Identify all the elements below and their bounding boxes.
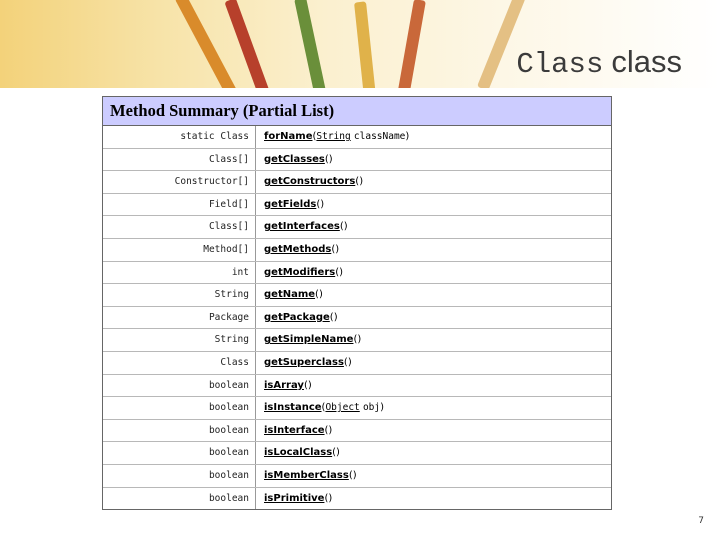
table-row [103, 126, 611, 149]
return-type-cell [103, 126, 256, 148]
table-row [103, 329, 611, 352]
method-cell [256, 284, 611, 306]
modifier-keyword: static [180, 131, 215, 142]
table-row [103, 194, 611, 217]
pencil-decoration [294, 0, 333, 88]
table-row [103, 352, 611, 375]
table-header: Method Summary (Partial List) [103, 97, 611, 126]
return-type: boolean [208, 469, 249, 481]
return-type: boolean [208, 492, 249, 504]
paren-open: () [353, 334, 362, 346]
return-type-cell [103, 239, 256, 261]
method-link[interactable]: getModifiers [264, 266, 336, 278]
method-cell [256, 375, 611, 397]
method-cell [256, 149, 611, 171]
param-type-link[interactable]: String [316, 131, 351, 142]
paren-open: () [324, 153, 333, 165]
method-cell [256, 262, 611, 284]
return-type-cell [103, 194, 256, 216]
method-link[interactable]: getMethods [264, 243, 332, 255]
method-link[interactable]: getPackage [264, 311, 330, 323]
return-type-cell [103, 465, 256, 487]
table-row [103, 171, 611, 194]
table-row [103, 149, 611, 172]
method-link[interactable]: isArray [264, 379, 304, 391]
return-type-cell [103, 397, 256, 419]
return-type: String [214, 334, 249, 346]
paren-open: ( [312, 131, 317, 142]
table-row [103, 239, 611, 262]
table-row [103, 420, 611, 443]
method-cell [256, 126, 611, 148]
return-type: String [214, 289, 249, 301]
return-type-cell [103, 329, 256, 351]
return-type: Class [220, 356, 249, 368]
return-type-cell [103, 352, 256, 374]
method-cell [256, 171, 611, 193]
paren-open: () [315, 289, 323, 301]
table-body [103, 126, 611, 509]
return-type: Class[] [208, 221, 249, 233]
table-row [103, 216, 611, 239]
return-type: Class [220, 131, 249, 142]
method-link[interactable]: getSuperclass [264, 356, 344, 368]
paren-open: () [339, 221, 348, 233]
method-cell [256, 465, 611, 487]
table-row [103, 307, 611, 330]
param-type-link[interactable]: Object [325, 402, 360, 414]
method-link[interactable]: getClasses [264, 153, 325, 165]
return-type: boolean [208, 424, 249, 436]
return-type-cell [103, 284, 256, 306]
table-row [103, 397, 611, 420]
method-cell [256, 420, 611, 442]
pencil-decoration [354, 1, 378, 88]
table-row [103, 442, 611, 465]
header-banner [0, 0, 720, 88]
paren-open: () [343, 356, 352, 368]
paren-open: () [324, 492, 333, 504]
method-cell [256, 307, 611, 329]
return-type-cell [103, 488, 256, 510]
method-link[interactable]: isInstance [264, 402, 322, 414]
method-link[interactable]: isMemberClass [264, 469, 349, 481]
table-row [103, 465, 611, 488]
paren-close: ) [380, 402, 385, 414]
table-row [103, 488, 611, 510]
pencil-decoration [395, 0, 426, 88]
paren-open: ( [321, 402, 326, 414]
return-type-cell [103, 262, 256, 284]
method-link[interactable]: getName [264, 289, 316, 301]
return-type: Method[] [203, 243, 249, 255]
method-link[interactable]: getConstructors [264, 176, 356, 188]
return-type: boolean [208, 447, 249, 459]
return-type: Constructor[] [174, 176, 249, 188]
method-cell [256, 352, 611, 374]
method-link[interactable]: isLocalClass [264, 447, 333, 459]
paren-open: () [329, 311, 338, 323]
method-link[interactable]: isInterface [264, 424, 325, 436]
return-type: int [231, 266, 249, 278]
method-cell [256, 194, 611, 216]
method-link[interactable]: getFields [264, 198, 317, 210]
return-type-cell [103, 442, 256, 464]
method-cell [256, 442, 611, 464]
return-type: Class[] [208, 153, 249, 165]
return-type: Field[] [208, 198, 249, 210]
paren-open: () [331, 243, 340, 255]
paren-close: ) [405, 131, 410, 142]
method-link[interactable]: getSimpleName [264, 334, 354, 346]
param-name: className [353, 131, 406, 142]
table-row [103, 375, 611, 398]
paren-open: () [332, 447, 340, 459]
slide-title-code: Class [516, 48, 604, 81]
method-link[interactable]: forName [264, 131, 313, 142]
method-cell [256, 397, 611, 419]
method-cell [256, 329, 611, 351]
table-row [103, 262, 611, 285]
return-type-cell [103, 307, 256, 329]
return-type: boolean [208, 379, 249, 391]
return-type: Package [208, 311, 249, 323]
return-type-cell [103, 420, 256, 442]
method-cell [256, 239, 611, 261]
paren-open: () [303, 379, 312, 391]
return-type-cell [103, 216, 256, 238]
method-link[interactable]: getInterfaces [264, 221, 340, 233]
paren-open: () [324, 424, 333, 436]
method-cell [256, 216, 611, 238]
method-summary-table [102, 96, 612, 510]
return-type-cell [103, 171, 256, 193]
slide-title-text: class [611, 44, 682, 79]
method-link[interactable]: isPrimitive [264, 492, 325, 504]
paren-open: () [316, 198, 325, 210]
paren-open: () [348, 469, 357, 481]
return-type: boolean [208, 402, 249, 414]
param-name: obj [362, 402, 381, 414]
paren-open: () [335, 266, 344, 278]
page-number: 7 [698, 516, 704, 526]
slide-title [516, 44, 682, 81]
return-type-cell [103, 149, 256, 171]
paren-open: () [355, 176, 364, 188]
pencil-decoration [224, 0, 283, 88]
table-row [103, 284, 611, 307]
method-cell [256, 488, 611, 510]
return-type-cell [103, 375, 256, 397]
